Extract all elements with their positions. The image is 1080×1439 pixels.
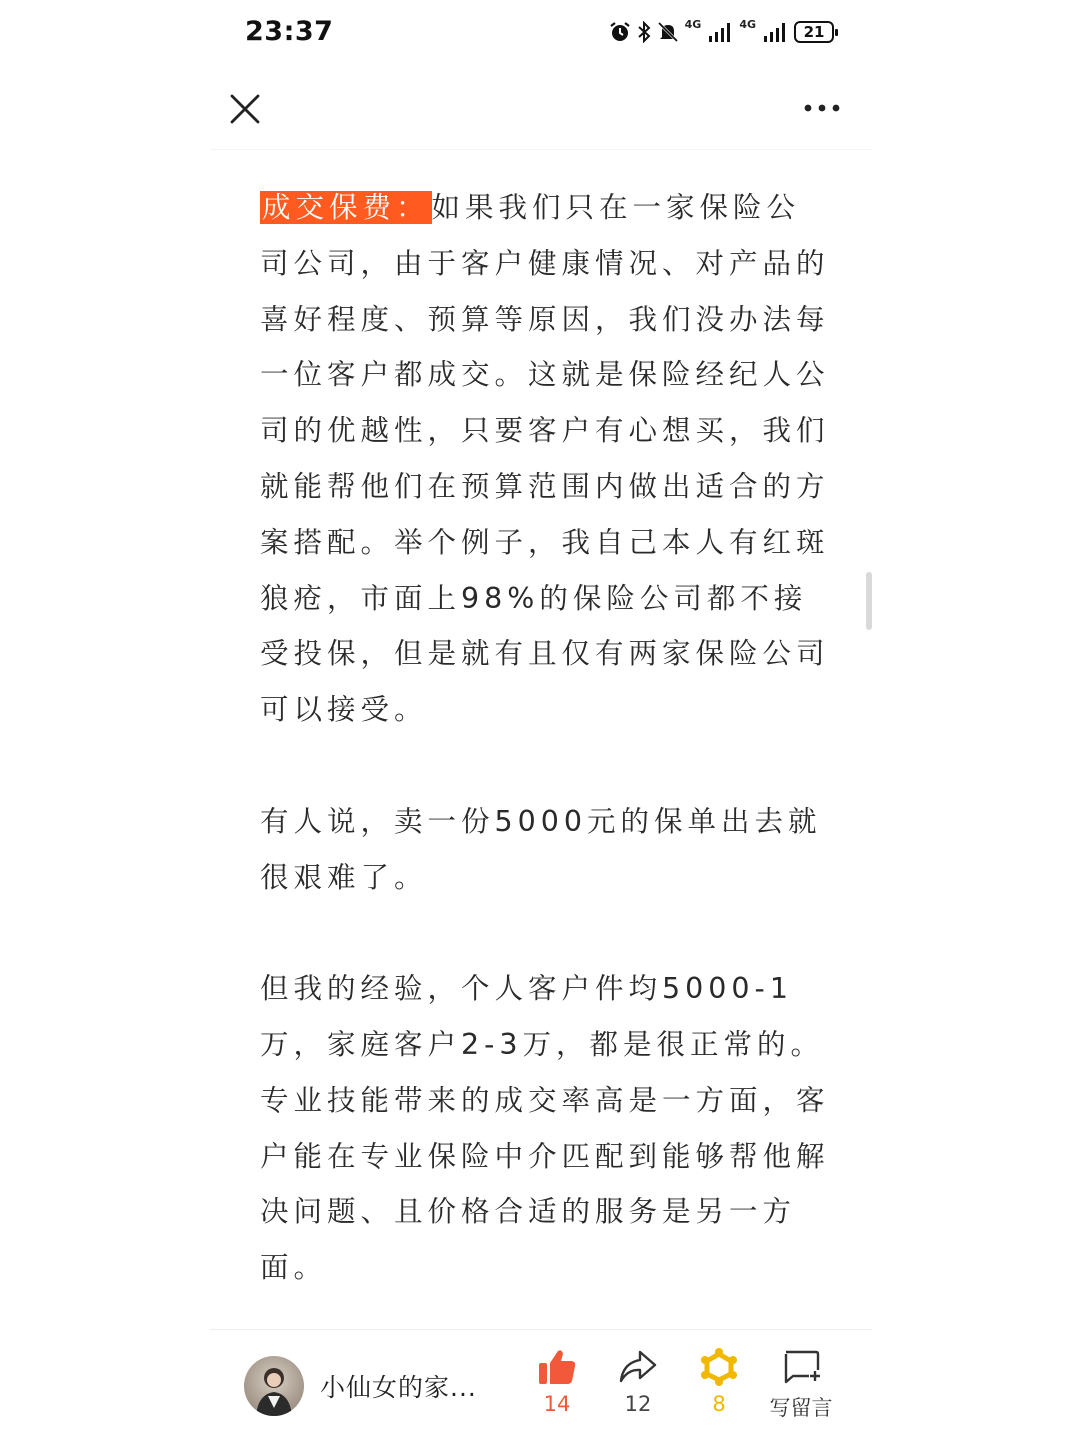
network-label-2: 4G [739,18,756,31]
author-info[interactable] [244,1356,495,1416]
close-icon[interactable] [228,92,262,126]
battery-level: 21 [803,23,825,41]
paragraph-text: 但我的经验，个人客户件均5000-1万，家庭客户2-3万，都是很正常的。专业技能带来的成交率高是一方面，客户能在专业保险中介匹配到能够帮他解决问题、且价格合适的服务是另一方面。 [260,972,830,1285]
alarm-icon [609,21,631,43]
paragraph-text: 如果我们只在一家保险公司公司，由于客户健康情况、对产品的喜好程度、预算等原因，我们没办法每一位客户都成交。这就是保险经纪人公司的优越性，只要客户有心想买，我们就能帮他们在预算范围内做出适合的方案搭配。举个例子，我自己本人有红斑狼疮，市面上98%的保险公司都不接受投保，但是就有且仅有两家保险公司可以接受。 [260,191,830,727]
signal-icon [707,21,733,43]
battery-icon [794,21,834,43]
write-comment-button[interactable] [765,1348,837,1422]
mute-icon [657,21,679,43]
like-button[interactable] [522,1348,592,1416]
share-count: 12 [624,1392,652,1416]
paragraph-text: 有人说，卖一份5000元的保单出去就很艰难了。 [260,804,822,894]
article-paragraph [260,180,830,738]
favorite-button[interactable] [684,1348,754,1416]
star-icon [699,1348,739,1386]
author-name[interactable]: 小仙女的家... [320,1373,477,1402]
favorite-count: 8 [712,1392,726,1416]
share-icon [618,1348,658,1386]
comment-icon [781,1348,821,1386]
article-paragraph [260,961,830,1296]
scrollbar-thumb[interactable] [866,572,872,630]
nav-bar [210,66,872,150]
highlight-label: 成交保费： [262,191,430,224]
like-count: 14 [543,1392,571,1416]
status-time: 23:37 [245,16,334,47]
bluetooth-icon [637,21,651,43]
bottom-action-bar [210,1329,872,1439]
thumbs-up-icon [537,1348,577,1386]
share-button[interactable] [603,1348,673,1416]
network-label-1: 4G [684,18,702,31]
signal-icon-2 [762,21,788,43]
write-comment-label: 写留言 [769,1396,833,1420]
status-icons [609,20,834,44]
avatar[interactable] [244,1356,304,1416]
article-paragraph [260,794,830,906]
more-icon[interactable] [802,96,842,120]
article-body [260,180,830,1352]
status-bar [210,0,872,66]
phone-screen [210,0,872,1439]
avatar-portrait-icon [244,1356,304,1416]
